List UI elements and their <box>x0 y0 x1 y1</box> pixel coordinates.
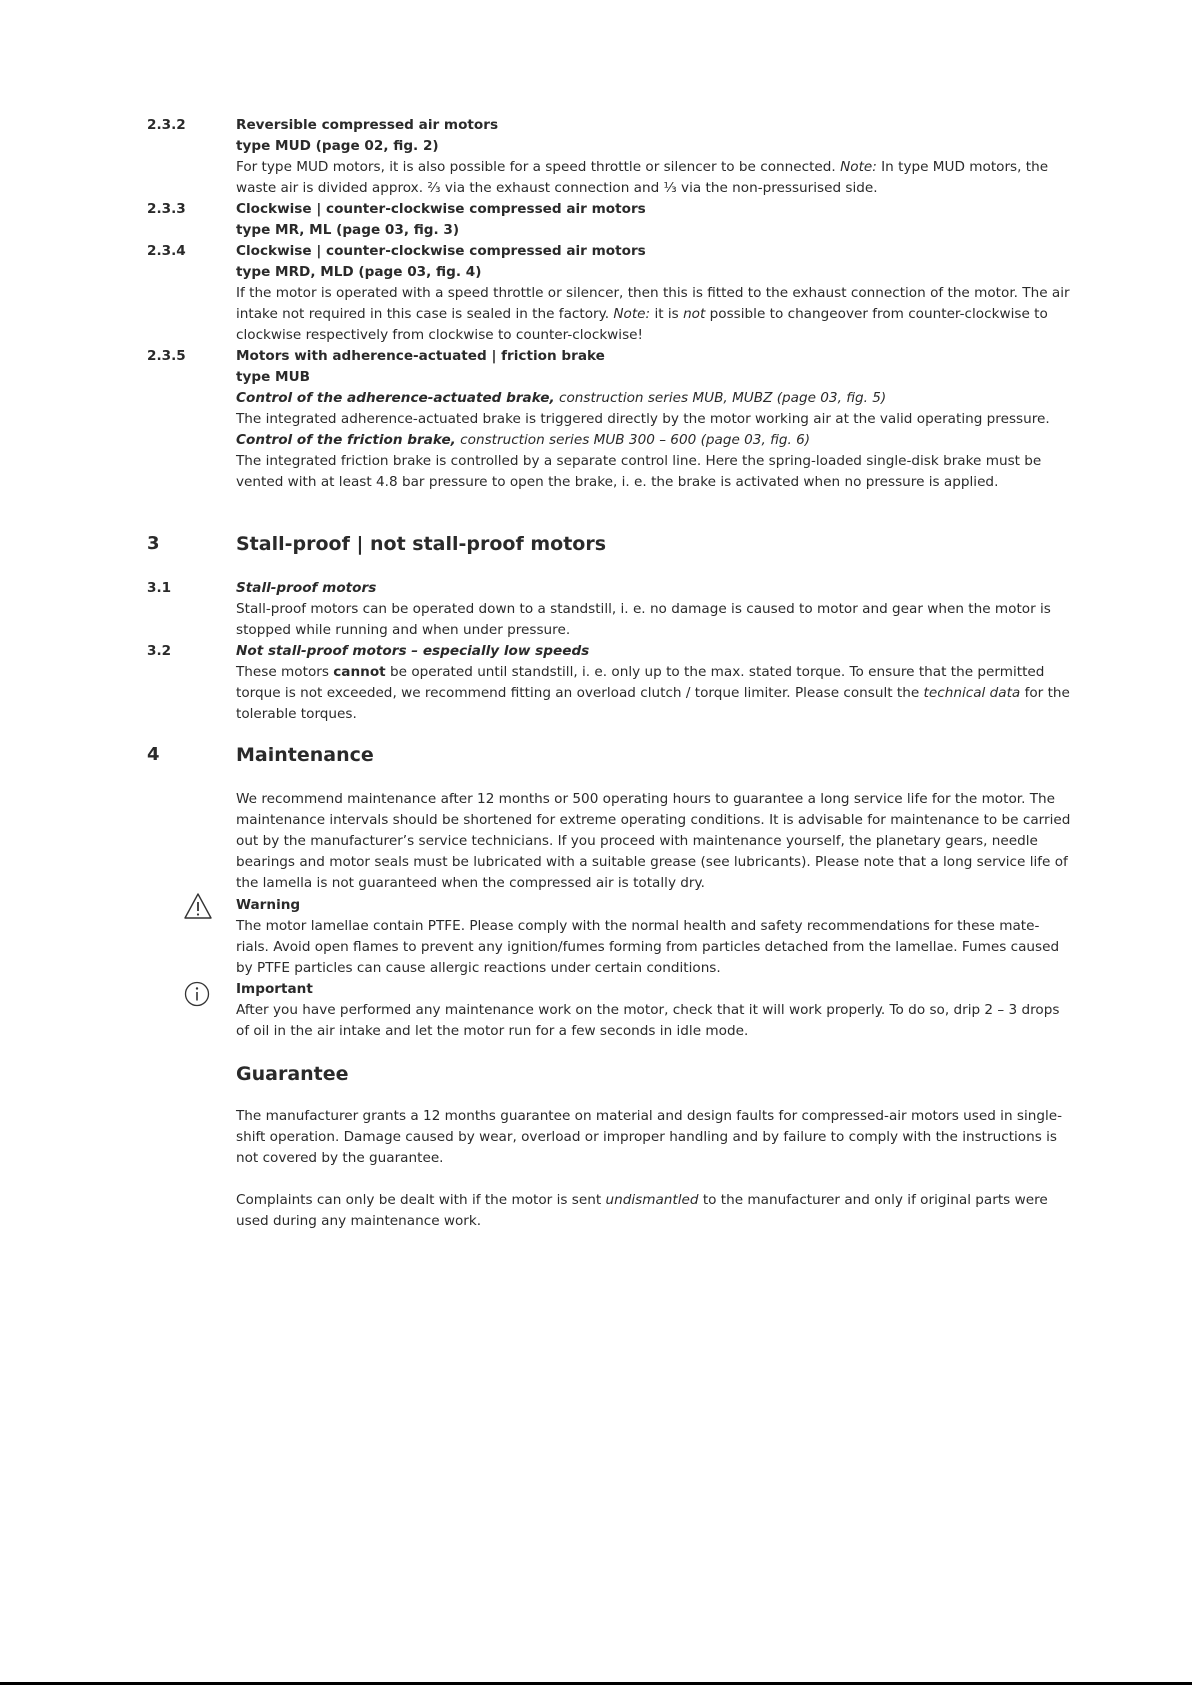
text-run: For type MUD motors, it is also possible for a speed throttle or silencer to be connected. <box>236 159 841 175</box>
text-run: to the manufacturer and only if original parts were used during any maintenance work. <box>236 1192 1048 1229</box>
important-text: After you have performed any maintenance work on the motor, check that it will work properly. To do so, drip 2 – 3 drops of oil in the air intake and let the motor run for a few seconds in idle mode. <box>236 1002 1060 1039</box>
guarantee-section <box>0 1061 1192 1087</box>
section-title: Motors with adherence-actuated | friction brake <box>236 348 605 364</box>
subheading-detail: construction series MUB, MUBZ (page 03, fig. 5) <box>554 390 887 406</box>
section-2-3-2 <box>0 115 1192 199</box>
section-title: Not stall-proof motors – especially low speeds <box>236 643 590 659</box>
section-number: 3.1 <box>147 580 172 596</box>
text-run: Complaints can only be dealt with if the motor is sent <box>236 1192 606 1208</box>
text-run: for the tolerable torques. <box>236 685 1070 722</box>
section-subtitle: type MUD (page 02, fig. 2) <box>236 138 439 154</box>
section-text: We recommend maintenance after 12 months or 500 operating hours to guarantee a long service life for the motor. The maintenance intervals should be shortened for extreme operating conditions. It is advisable for maintenance to be carried out by the manufacturer’s service technicians. If you proceed with maintenance yourself, the planetary gears, needle bearings and motor seals must be lubricated with a suitable grease (see lubricants). Please note that a long service life of the lamella is not guaranteed when the compressed air is totally dry. <box>236 791 1071 891</box>
note-label: Note: <box>613 306 651 322</box>
section-number: 2.3.3 <box>147 201 186 217</box>
section-title: Clockwise | counter-clockwise compressed air motors <box>236 243 646 259</box>
section-2-3-4 <box>0 241 1192 346</box>
section-text: The integrated adherence-actuated brake is triggered directly by the motor working air at the valid operating pressure. <box>236 411 1050 427</box>
section-number: 2.3.2 <box>147 117 186 133</box>
section-title: Stall-proof motors <box>236 580 377 596</box>
section-subtitle: type MR, ML (page 03, fig. 3) <box>236 222 460 238</box>
section-number: 2.3.4 <box>147 243 186 259</box>
warning-text: The motor lamellae contain PTFE. Please comply with the normal health and safety recommendations for these mate-rials. Avoid open flames to prevent any ignition/fumes forming from particles detached from the lamellae. Fumes caused by PTFE particles can cause allergic reactions under certain conditions. <box>236 918 1060 976</box>
text-run: In type MUD motors, the waste air is divided approx. ⅔ via the exhaust connection and ⅓ via the non-pressurised side. <box>236 159 1049 196</box>
chapter-number: 3 <box>147 533 160 554</box>
section-number: 2.3.5 <box>147 348 186 364</box>
chapter-4 <box>0 742 1192 768</box>
subheading-detail: construction series MUB 300 – 600 (page 03, fig. 6) <box>455 432 811 448</box>
guarantee-text: The manufacturer grants a 12 months guarantee on material and design faults for compressed-air motors used in single-shift operation. Damage caused by wear, overload or improper handling and by failure to comply with the instructions is not covered by the guarantee. <box>236 1108 1063 1166</box>
section-subtitle: type MUB <box>236 369 310 385</box>
text-run: possible to changeover from counter-clockwise to clockwise respectively from clockwise to counter-clockwise! <box>236 306 1048 343</box>
text-run: it is <box>650 306 684 322</box>
chapter-3 <box>0 531 1192 557</box>
chapter-number: 4 <box>147 744 160 765</box>
complaints-text <box>236 1190 1071 1232</box>
chapter-title: Maintenance <box>236 744 374 766</box>
subheading <box>236 388 1071 409</box>
section-title: Clockwise | counter-clockwise compressed air motors <box>236 201 646 217</box>
guarantee-title: Guarantee <box>236 1063 349 1085</box>
text-run: be operated until standstill, i. e. only up to the max. stated torque. To ensure that the permitted torque is not exceeded, we recommend fitting an overload clutch / torque limiter. Please consult the <box>236 664 1045 701</box>
subheading <box>236 430 1071 451</box>
section-2-3-5 <box>0 346 1192 493</box>
emphasis: cannot <box>333 664 386 680</box>
warning-block <box>0 895 1192 979</box>
note-label: Note: <box>840 159 877 175</box>
section-number: 3.2 <box>147 643 172 659</box>
emphasis: technical data <box>923 685 1021 701</box>
section-subtitle: type MRD, MLD (page 03, fig. 4) <box>236 264 482 280</box>
text-run: These motors <box>236 664 334 680</box>
text-run: If the motor is operated with a speed throttle or silencer, then this is fitted to the exhaust connection of the motor. The air intake not required in this case is sealed in the factory. <box>236 285 1070 322</box>
guarantee-body <box>0 1106 1192 1232</box>
subheading-bold: Control of the adherence-actuated brake, <box>236 390 555 406</box>
section-title: Reversible compressed air motors <box>236 117 499 133</box>
emphasis: not <box>683 306 706 322</box>
maintenance-body <box>0 789 1192 894</box>
chapter-title: Stall-proof | not stall-proof motors <box>236 533 607 555</box>
section-text <box>236 157 1071 199</box>
emphasis: undismantled <box>605 1192 699 1208</box>
section-3-1 <box>0 578 1192 641</box>
section-text: Stall-proof motors can be operated down to a standstill, i. e. no damage is caused to motor and gear when the motor is stopped while running and when under pressure. <box>236 601 1051 638</box>
section-2-3-3 <box>0 199 1192 241</box>
section-text: The integrated friction brake is controlled by a separate control line. Here the spring-loaded single-disk brake must be vented with at least 4.8 bar pressure to open the brake, i. e. the brake is activated when no pressure is applied. <box>236 453 1042 490</box>
important-block <box>0 979 1192 1042</box>
warning-title: Warning <box>236 897 301 913</box>
section-text <box>236 662 1071 725</box>
section-3-2 <box>0 641 1192 725</box>
section-text <box>236 283 1071 346</box>
important-title: Important <box>236 981 313 997</box>
subheading-bold: Control of the friction brake, <box>236 432 456 448</box>
